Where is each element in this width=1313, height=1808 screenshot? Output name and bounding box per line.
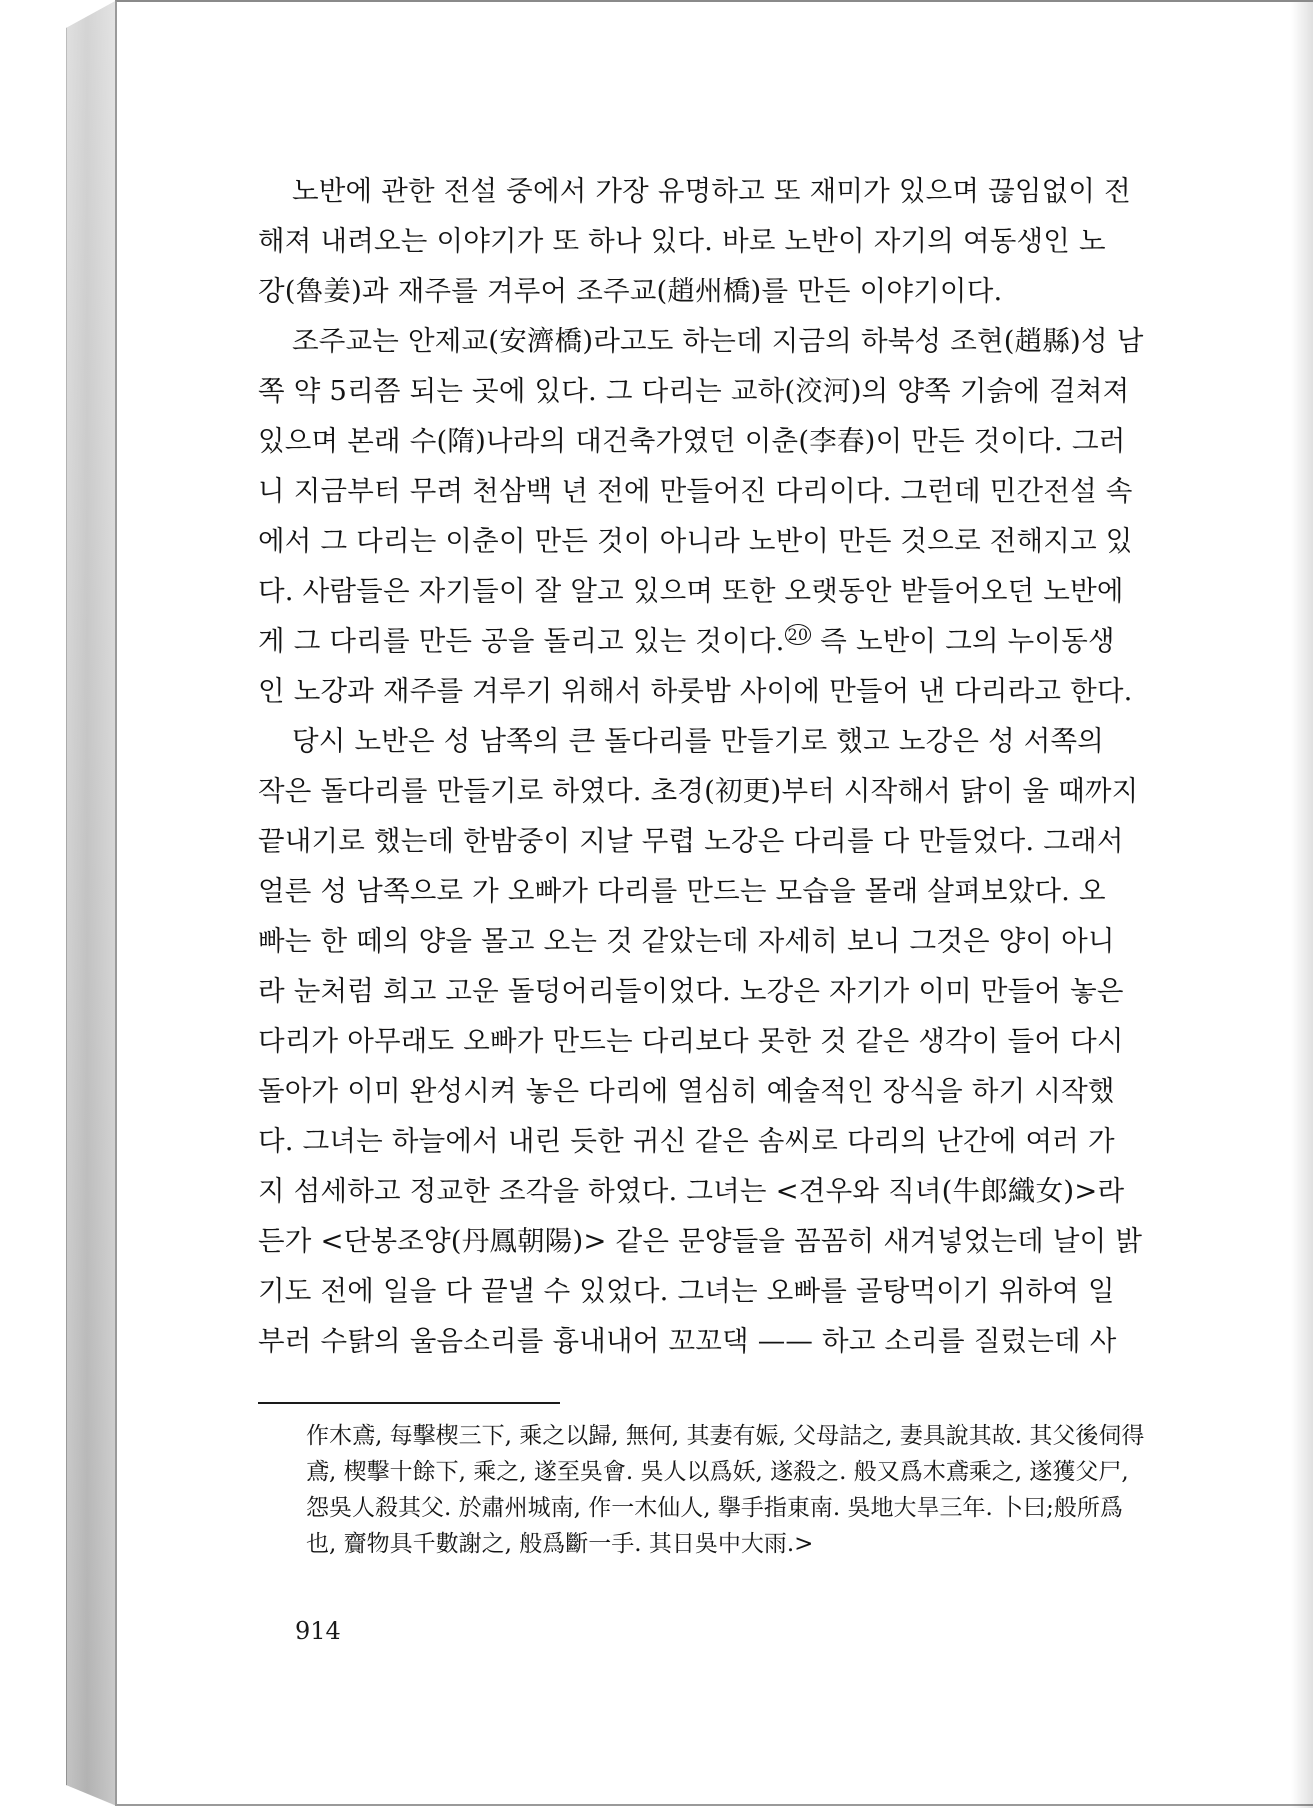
footnote-line: 怨吳人殺其父. 於肅州城南, 作一木仙人, 擧手指東南. 吳地大旱三年. 卜曰;般所爲 <box>306 1495 1123 1521</box>
text-line: 인 노강과 재주를 겨루기 위해서 하룻밤 사이에 만들어 낸 다리라고 한다. <box>258 675 1133 707</box>
text-line: 돌아가 이미 완성시켜 놓은 다리에 열심히 예술적인 장식을 하기 시작했 <box>258 1075 1115 1107</box>
footnote-line: 鳶, 楔擊十餘下, 乘之, 遂至吳會. 吳人以爲妖, 遂殺之. 般又爲木鳶乘之, 遂獲父尸, <box>306 1459 1129 1485</box>
text-line: 빠는 한 떼의 양을 몰고 오는 것 같았는데 자세히 보니 그것은 양이 아니 <box>258 925 1115 957</box>
text-segment: 게 그 다리를 만든 공을 돌리고 있는 것이다. <box>258 625 785 657</box>
text-line: 얼른 성 남쪽으로 가 오빠가 다리를 만드는 모습을 몰래 살펴보았다. 오 <box>258 875 1106 907</box>
text-line: 지 섬세하고 정교한 조각을 하였다. 그녀는 <견우와 직녀(牛郎織女)>라 <box>258 1175 1125 1207</box>
text-line: 부러 수탉의 울음소리를 흉내내어 꼬꼬댁 —— 하고 소리를 질렀는데 사 <box>258 1325 1117 1357</box>
text-line: 작은 돌다리를 만들기로 하였다. 초경(初更)부터 시작해서 닭이 울 때까지 <box>258 775 1139 807</box>
text-line: 든가 <단봉조양(丹鳳朝陽)> 같은 문양들을 꼼꼼히 새겨넣었는데 날이 밝 <box>258 1225 1143 1257</box>
text-segment: 즉 노반이 그의 누이동생 <box>811 625 1115 657</box>
page-number: 914 <box>295 1617 341 1645</box>
page-shadow <box>1291 2 1313 1808</box>
body-text <box>258 166 1176 1366</box>
paragraph-3 <box>258 716 1176 1366</box>
text-line: 노반에 관한 전설 중에서 가장 유명하고 또 재미가 있으며 끊임없이 전 <box>292 175 1131 207</box>
footnote-line: 也, 齎物具千數謝之, 般爲斷一手. 其日吳中大雨.> <box>306 1531 814 1557</box>
text-line: 다리가 아무래도 오빠가 만드는 다리보다 못한 것 같은 생각이 들어 다시 <box>258 1025 1124 1057</box>
paragraph-1 <box>258 166 1176 316</box>
book-edge-shade <box>66 0 116 1806</box>
paragraph-2 <box>258 316 1176 716</box>
text-line: 당시 노반은 성 남쪽의 큰 돌다리를 만들기로 했고 노강은 성 서쪽의 <box>292 725 1105 757</box>
text-line: 라 눈처럼 희고 고운 돌덩어리들이었다. 노강은 자기가 이미 만들어 놓은 <box>258 975 1124 1007</box>
footnote-line: 作木鳶, 每擊楔三下, 乘之以歸, 無何, 其妻有娠, 父母詰之, 妻具說其故. 其父後伺得 <box>306 1423 1145 1449</box>
text-line: 에서 그 다리는 이춘이 만든 것이 아니라 노반이 만든 것으로 전해지고 있 <box>258 525 1133 557</box>
text-line: 다. 그녀는 하늘에서 내린 듯한 귀신 같은 솜씨로 다리의 난간에 여러 가 <box>258 1125 1115 1157</box>
text-line-with-note <box>258 616 1176 666</box>
text-line: 해져 내려오는 이야기가 또 하나 있다. 바로 노반이 자기의 여동생인 노 <box>258 225 1106 257</box>
text-line: 쪽 약 5리쯤 되는 곳에 있다. 그 다리는 교하(洨河)의 양쪽 기슭에 걸쳐져 <box>258 375 1130 407</box>
text-line: 다. 사람들은 자기들이 잘 알고 있으며 또한 오랫동안 받들어오던 노반에 <box>258 575 1124 607</box>
footnote <box>306 1418 1176 1562</box>
text-line: 있으며 본래 수(隋)나라의 대건축가였던 이춘(李春)이 만든 것이다. 그러 <box>258 425 1126 457</box>
text-line: 조주교는 안제교(安濟橋)라고도 하는데 지금의 하북성 조현(趙縣)성 남 <box>292 325 1144 357</box>
text-line: 강(魯姜)과 재주를 겨루어 조주교(趙州橋)를 만든 이야기이다. <box>258 275 1003 307</box>
text-line: 끝내기로 했는데 한밤중이 지날 무렵 노강은 다리를 다 만들었다. 그래서 <box>258 825 1124 857</box>
footnote-marker[interactable]: 20 <box>785 624 812 645</box>
footnote-divider <box>258 1402 560 1404</box>
text-line: 니 지금부터 무려 천삼백 년 전에 만들어진 다리이다. 그런데 민간전설 속 <box>258 475 1133 507</box>
text-line: 기도 전에 일을 다 끝낼 수 있었다. 그녀는 오빠를 골탕먹이기 위하여 일 <box>258 1275 1115 1307</box>
